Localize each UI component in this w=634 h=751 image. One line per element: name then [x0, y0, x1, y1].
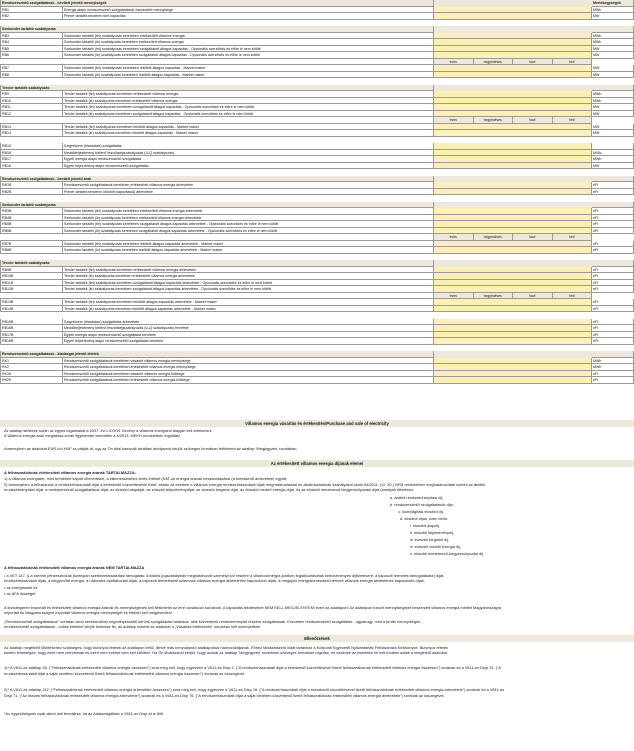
- row-code: RB4B: [0, 215, 63, 222]
- period-label-1: éves: [434, 59, 474, 66]
- section-header-label: Szekunder tartalék szabályozás: [0, 202, 434, 209]
- row-code: RB5B: [0, 221, 63, 228]
- unit-cell: MWh: [592, 7, 634, 14]
- row-code: RB15B: [0, 319, 63, 326]
- period-label-3: havi: [513, 293, 553, 300]
- row-code: RB17B: [0, 332, 63, 339]
- row-code: RB11: [0, 104, 63, 111]
- unit-cell: eFt: [592, 241, 634, 248]
- unit-cell: eFt: [592, 267, 634, 274]
- row-code: RB12: [0, 111, 63, 118]
- note-text: • az energiaadót és: [4, 585, 38, 590]
- note-text: „Rendszerszintű szolgáltatások" sorában azon kereskedelmi engedélyesektől kérünk szolgáltatást adatokat, akik közvetlenül rendszerirányító részére szolgáltatnak. Közvetlen rendszerszintű szolgáltatás - ugyanúgy, mint a bruttó mennyiségek -: [4, 619, 423, 624]
- note-text: 2) amennyiben a felhasználó a rendszerhasználati díjat a kereskedő közvetítésével fizeti, abban az esetben a villamos energia rendszerhasználati díjak meghatározásáról és alkalmazásának szabályairól szóló 64/2011. (XI. 30.) NFM rendeletben meghatározottak szerint az átviteli-: [4, 482, 487, 487]
- table-row: [0, 377, 634, 384]
- row-code: RB13B: [0, 299, 63, 306]
- row-description: Rendszerszintű szolgáltatások keretében vásárolt villamos energia mennyisége: [63, 358, 434, 365]
- period-label-1: éves: [434, 293, 474, 300]
- unit-cell: eFt: [592, 221, 634, 228]
- note-text: 1) a villamos energiáért, mint termékért kapott ellenértéket, a kiskereskedelmi árrés értékét (KAT-os energia árának beszámításával (a kereskedő árbevétele) együtt;: [4, 476, 288, 481]
- unit-cell: MW: [592, 163, 634, 170]
- unit-cell: MWh: [592, 156, 634, 163]
- section-title-purchase-sale: Villamos energia vásárlás és értékesítés/Purchase and sale of electricity: [0, 420, 634, 427]
- row-description: Rendszerszintű szolgáltatások keretében értékesített villamos energia árbevétele: [63, 182, 434, 189]
- row-code: RK1: [0, 358, 63, 365]
- period-label-4: heti: [553, 59, 593, 66]
- unit-cell: MW: [592, 130, 634, 137]
- note-text: rendszerirányítási díjat, a rendszerszintű szolgáltatások díját, az elosztói alapdíjat, az elosztói teljesítménydíjat, az elosztói forgalmi díjat, az elosztói meddő energia díjat, és az elosztói menetrendi kiegyensúlyozási díjat (amelyek tételesen:: [4, 487, 415, 492]
- row-description: Szigetüzem (blackstart) szolgáltatás: [63, 143, 434, 150]
- unit-cell: eFt: [592, 286, 634, 293]
- row-code: RB8: [0, 72, 63, 79]
- unit-cell: eFt: [592, 332, 634, 339]
- note-text: • a VET 147. §-a szerinti pénzeszközök (szénipari szerkezetátalakítási támogatás; a kiskés jogszabályban meghatározott személyi kör részére a villamosenergia-iparban foglalkoztatottak kedvezményes díjfizetésére; a kapcsolt termelés támogatására) díját,: [4, 573, 445, 578]
- note-text: A felhasználóknak értékesített villamos energia árának NEM TARTALMAZZA: [4, 565, 145, 570]
- row-code: RB9B: [0, 267, 63, 274]
- unit-cell: eFt: [592, 299, 634, 306]
- note-text: Amennyiben az adatokat EUR-ból HUF-ra váltják át, úgy az Ön által használt átváltási árfolyamot kérjük szöveges formában feltüntetni az adatlap 'Megjegyzés' rovatában.: [4, 446, 298, 451]
- period-label-1: éves: [434, 117, 474, 124]
- row-description: Szigetüzem (blackstart) szolgáltatás árbevétele: [63, 319, 434, 326]
- row-description: Egyéb teljesítmény alapú rendszerszintű szolgáltatás bevétele: [63, 338, 434, 345]
- row-code: RB2B: [0, 189, 63, 196]
- row-code: RB9: [0, 91, 63, 98]
- row-code: RK2: [0, 364, 63, 371]
- unit-cell: MW: [592, 124, 634, 131]
- row-code: RB1: [0, 7, 63, 14]
- row-code: RB10: [0, 98, 63, 105]
- period-label-2: negyedéves: [474, 59, 514, 66]
- list-item: b. rendszerszintű szolgáltatások díja,: [390, 502, 454, 507]
- row-code: RB3: [0, 33, 63, 40]
- row-code: RB12B: [0, 286, 63, 293]
- period-label-4: heti: [553, 117, 593, 124]
- row-description: Tercier tartalék (fel) szabályozás keretében értékesített villamos energia árbevétele: [63, 267, 434, 274]
- row-description: Egyéb energia alapú rendszerszintű szolgáltatás: [63, 156, 434, 163]
- row-description: Tercier tartalék (le) szabályozás keretében lekötött átlagos kapacitás árbevétele - Market maker: [63, 306, 434, 313]
- unit-cell: eFt: [592, 228, 634, 235]
- row-code: RB16: [0, 150, 63, 157]
- value-input-cell[interactable]: [434, 377, 592, 384]
- row-description: Egyéb teljesítmény alapú rendszerszintű szolgáltatás: [63, 163, 434, 170]
- note-text: • az ÁFA összegét.: [4, 591, 37, 596]
- unit-cell: MWh: [592, 91, 634, 98]
- row-description: Szekunder tartalék (fel) szabályozás keretében lekötött átlagos kapacitás - Market maker: [63, 65, 434, 72]
- period-label-4: heti: [553, 293, 593, 300]
- unit-cell: eFt: [592, 280, 634, 287]
- row-description: Tercier tartalék (fel) szabályozás keretében lekötött átlagos kapacitás árbevétele - Market maker: [63, 299, 434, 306]
- row-description: Egyéb energia alapú rendszerszintű szolgáltatás bevétele: [63, 332, 434, 339]
- unit-cell: eFt: [592, 208, 634, 215]
- section-header-label: Szekunder tartalék szabályozás: [0, 26, 434, 33]
- note-text: importált és Magyarországról exportált villamos energia mennyiségét és értékét kell megjeleníteni.: [4, 610, 173, 615]
- unit-cell: MWh: [592, 364, 634, 371]
- section-header-label: Tercier tartalék szabályozás: [0, 85, 434, 92]
- unit-cell: eFt: [592, 338, 634, 345]
- period-label-1: éves: [434, 234, 474, 241]
- note-text: rendszerhasználati díjak, a kiegyenlítő energia, a hálózatra csatlakozási díjak, a kapcsolt termelésből származó villamos energia átvételéhez kapcsolódó díjak, a megújuló energiaforrásokból termelt villamos energia átvételéhez kapcsolódó díjak,: [4, 578, 425, 583]
- row-code: RB5: [0, 46, 63, 53]
- row-code: RK2K: [0, 377, 63, 384]
- row-description: Rendszerszintű szolgáltatások keretében értékesített villamos energia mennyisége: [63, 364, 434, 371]
- section-header-label: Rendszerszintű szolgáltatások - bevitelt jelentő árak: [0, 176, 434, 183]
- list-item: ii. elosztói teljesítménydíj,: [410, 530, 455, 535]
- period-label-2: negyedéves: [474, 293, 514, 300]
- unit-cell: MWh: [592, 98, 634, 105]
- unit-cell: MWh: [592, 39, 634, 46]
- list-item: i. elosztói alapdíj,: [410, 523, 440, 528]
- unit-cell: MW: [592, 65, 634, 72]
- row-description: Rendszerszintű szolgáltatások keretében vásárolt villamos energia költsége: [63, 371, 434, 378]
- unit-cell: MWh: [592, 358, 634, 365]
- row-description: Tercier tartalék (fel) szabályozás keretében értékesített villamos energia: [63, 91, 434, 98]
- row-code: RB17: [0, 156, 63, 163]
- unit-cell: MWh: [592, 33, 634, 40]
- note-text: Dísp 71. ("Az összes felhasználóknak értékesített villamos energia árbevétele") sorának és a V611-es Dísp 76. ("A rendszerhasználati díjat a saját nevében közvetlenül fizető felhasználóknak értékesített villamos energia árbevétele") sorának az összegével.: [4, 693, 445, 698]
- row-description: Meddőteljesítmény történő feszültségszabályozás (U-Q szabályozás) bevétele: [63, 325, 434, 332]
- unit-header-cell: Mértékegységek: [592, 0, 634, 7]
- period-label-3: havi: [513, 117, 553, 124]
- row-description: Szekunder tartalék (fel) szabályozás keretében lekötött átlagos kapacitás árbevétele - Market maker: [63, 241, 434, 248]
- row-code: RB11B: [0, 280, 63, 287]
- row-code: RB13: [0, 124, 63, 131]
- row-code: RB18: [0, 163, 63, 170]
- row-description: Szekunder tartalék (le) szabályozás keretében lekötött átlagos kapacitás - Market maker: [63, 72, 434, 79]
- row-code: RB4: [0, 39, 63, 46]
- row-description: Tercier tartalék (fel) szabályozás keretében lekötött átlagos kapacitás - Market maker: [63, 124, 434, 131]
- section-header-label: Rendszerszintű szolgáltatások - kiadásgai jelentő tételek: [0, 351, 434, 358]
- section-header-label: Tercier tartalék szabályozás: [0, 260, 434, 267]
- row-description: Szekunder tartalék (le) szabályozás keretében szolgáltatott átlagos kapacitás árbevétele - Opcionális szerződés és előre le nem kötött: [63, 228, 434, 235]
- row-description: Szekunder tartalék (fel) szabályozás keretében értékesített villamos energia: [63, 33, 434, 40]
- row-description: Szekunder tartalék (fel) szabályozás keretében szolgáltatott átlagos kapacitás árbevétele - Opcionális szerződés és előre le nem kötött: [63, 221, 434, 228]
- unit-cell: MW: [592, 52, 634, 59]
- note-text: Az adatlap megfelelő kitöltéséhez szükséges, hogy bizonyos tételek az adatlapon belül, illetve más benyújtandó adatlapokkal harmonizáljanak. Ehhez táblázatszerű listát tartalmaz a Központi Egyezetői Nyilvántartás Felhasználói Kézikönyve. Bizonyos tételek: [4, 645, 449, 650]
- row-description: Tercier tartalék (fel) szabályozás keretében szolgáltatott átlagos kapacitás árbevétele - Opcionális szerződés és előre le nem kötött: [63, 280, 434, 287]
- row-description: Rendszerszintű szolgáltatások keretében értékesített villamos energia költsége: [63, 377, 434, 384]
- unit-cell: eFt: [592, 182, 634, 189]
- period-label-4: heti: [553, 234, 593, 241]
- row-code: RB10B: [0, 273, 63, 280]
- row-code: RB7B: [0, 241, 63, 248]
- section-title-price-elements: Az értékesített villamos energia díjának elemei: [0, 460, 634, 467]
- row-description: Primer tartalék tenderen lekötött kapacitásdíj árbevétele: [63, 189, 434, 196]
- row-code: RB14: [0, 130, 63, 137]
- period-label-2: negyedéves: [474, 117, 514, 124]
- row-description: Tercier tartalék (fel) szabályozás keretében szolgáltatott átlagos kapacitás - Opcionális szerződés és előre le nem kötött: [63, 104, 434, 111]
- unit-cell: eFt: [592, 377, 634, 384]
- row-code: RB15: [0, 143, 63, 150]
- row-code: RK1K: [0, 371, 63, 378]
- row-description: Meddőteljesítmény történő feszültségszabályozás (U-Q szabályozás): [63, 150, 434, 157]
- row-description: Szekunder tartalék (fel) szabályozás keretében értékesített villamos energia árbevétele: [63, 208, 434, 215]
- row-code: RB2: [0, 13, 63, 20]
- note-text: A tőzsdeigeren exportált és értékesített villamos energia árának és mennyiségének kell feltüntetni az erre vonatkozó sorokban. A kapacitás lekötéseket NEM KELL MEGJELENTENI ezen az adatlapon! Az adatlapon tranzit mennyiségeket beszerzett villamos energia mellett Magyarországra: [4, 605, 502, 610]
- note-text: Az adatlap kitöltése során az egyes fogalmakat a 2007. évi LXXXVI. törvény a villamos energiáról alapján kell értelmezni.: [4, 428, 213, 433]
- unit-cell: eFt: [592, 215, 634, 222]
- note-text: *Az egyezőségnek csak akkor kell fennállnia, ha az Adatszolgáltató a V611-es Dísp-et is tölti.: [4, 711, 164, 716]
- section-title-checks: Ellenőrzések: [0, 635, 634, 642]
- list-item: iv. elosztói meddő energia díj,: [410, 544, 462, 549]
- unit-cell: eFt: [592, 189, 634, 196]
- note-text: 1)* A V611-es adatlap 35. ("Felhasználóknak értékesített villamos energia összesen") sora meg kell, hogy egyezzen a V611-es Dísp 1. ("A rendszerhasználati díjat a kereskedő közvetítésével fizető felhasználóknak értékesített villamos energia összesen") sorának és a V611-es Dísp 31. ("A: [4, 665, 501, 670]
- note-text: esetén lehetséges, hogy ezek nem relevánsak és ezért nem ezeket nem kell kitölteni. Ha Ön kiválasztott kérjük, hogy azokat az adatlap 'Megjegyzés' rovatában szöveges formában rögzítse, és ezeknek az esetében fel kell tüntetni adtak a megfelelő adatokat.: [4, 650, 448, 655]
- row-code: RB3B: [0, 208, 63, 215]
- row-description: Szekunder tartalék (fel) szabályozás keretében szolgáltatott átlagos kapacitás - Opcionális szerződés és előre le nem kötött: [63, 46, 434, 53]
- row-code: RB1B: [0, 182, 63, 189]
- row-description: Tercier tartalék (le) szabályozás keretében lekötött átlagos kapacitás - Market maker: [63, 130, 434, 137]
- unit-cell: eFt: [592, 319, 634, 326]
- row-description: Szekunder tartalék (le) szabályozás keretében szolgáltatott átlagos kapacitás - Opcionális szerződés és előre le nem kötött: [63, 52, 434, 59]
- row-description: Energia alapú rendszerszintű szolgáltatások összesített mennyisége: [63, 7, 434, 14]
- row-code: RB7: [0, 65, 63, 72]
- unit-cell: eFt: [592, 306, 634, 313]
- row-code: RB16B: [0, 325, 63, 332]
- section-header-label: Rendszerszintű szolgáltatások - bevitelt jelentő mennyiségek: [0, 0, 434, 7]
- unit-cell: MW: [592, 111, 634, 118]
- row-description: Szekunder tartalék (le) szabályozás keretében értékesített villamos energia árbevétele: [63, 215, 434, 222]
- row-description: Tercier tartalék (le) szabályozás keretében szolgáltatott átlagos kapacitás - Opcionális szerződés és előre le nem kötött: [63, 111, 434, 118]
- row-code: RB6B: [0, 228, 63, 235]
- note-text: A felhasználóknak értékesített villamos energia árának TARTALMAZZA:: [4, 470, 136, 475]
- list-item: iii. elosztói forgalmi díj,: [410, 537, 450, 542]
- unit-cell: MW: [592, 46, 634, 53]
- unit-cell: eFt: [592, 371, 634, 378]
- row-description: Szekunder tartalék (le) szabályozás keretében értékesített villamos energia: [63, 39, 434, 46]
- note-text: rendszerhasználati díjat a saját nevében közvetlenül fizető felhasználóknak értékesített villamos energia összesen") sorának az összegével.: [4, 671, 246, 676]
- notes-section: [0, 420, 634, 751]
- unit-cell: MW: [592, 72, 634, 79]
- unit-cell: MVAr: [592, 150, 634, 157]
- unit-cell: eFt: [592, 273, 634, 280]
- row-description: Primer tartalék tenderen kiírt kapacitás: [63, 13, 434, 20]
- unit-cell: eFt: [592, 325, 634, 332]
- list-item: v. elosztói menetrendi kiegyensúlyozási díj: [410, 551, 484, 556]
- note-text: 2)* A V611-es adatlap 112. ("Felhasználóknak értékesített villamos energia árbevétele összesen") sora meg kell, hogy egyezzen a V611-es Dísp 16. ("A rendszerhasználati díjat a kereskedő közvetítésével fizető felhasználóknak értékesített villamos energia árbevétele") sorának és a V611-es: [4, 687, 505, 692]
- period-label-2: negyedéves: [474, 234, 514, 241]
- list-item: c. közvilágítási elosztói díj,: [398, 509, 444, 514]
- row-code: RB14B: [0, 306, 63, 313]
- row-description: Szekunder tartalék (le) szabályozás keretében lekötött átlagos kapacitás árbevétele - Market maker: [63, 247, 434, 254]
- note-text: rendszerszintű szolgáltatások - nullás értékkel kérjük tüntesse fel, az adatlap szerinti az adatokat a „Vásárlás-értékesítés" sorokban kell szerepeltetni.: [4, 624, 262, 629]
- row-code: RB18B: [0, 338, 63, 345]
- row-code: RB6: [0, 52, 63, 59]
- row-code: RB8B: [0, 247, 63, 254]
- period-label-3: havi: [513, 59, 553, 66]
- list-item: d. elosztói díjak, ezen belül:: [400, 516, 448, 521]
- unit-cell: MW: [592, 104, 634, 111]
- row-description: Tercier tartalék (le) szabályozás keretében szolgáltatott átlagos kapacitás árbevétele - Opcionális szerződés és előre le nem kötött: [63, 286, 434, 293]
- note-text: A villamos energia árak megadása során figyelembe veendőek a 4/2013. MEKH rendeletben foglaltak!: [4, 433, 181, 438]
- row-description: Tercier tartalék (le) szabályozás keretében értékesített villamos energia árbevétele: [63, 273, 434, 280]
- unit-cell: eFt: [592, 247, 634, 254]
- row-description: Tercier tartalék (le) szabályozás keretében értékesített villamos energia: [63, 98, 434, 105]
- unit-cell: MW: [592, 13, 634, 20]
- list-item: a. átviteli rendszerirányítási díj,: [390, 495, 444, 500]
- period-label-3: havi: [513, 234, 553, 241]
